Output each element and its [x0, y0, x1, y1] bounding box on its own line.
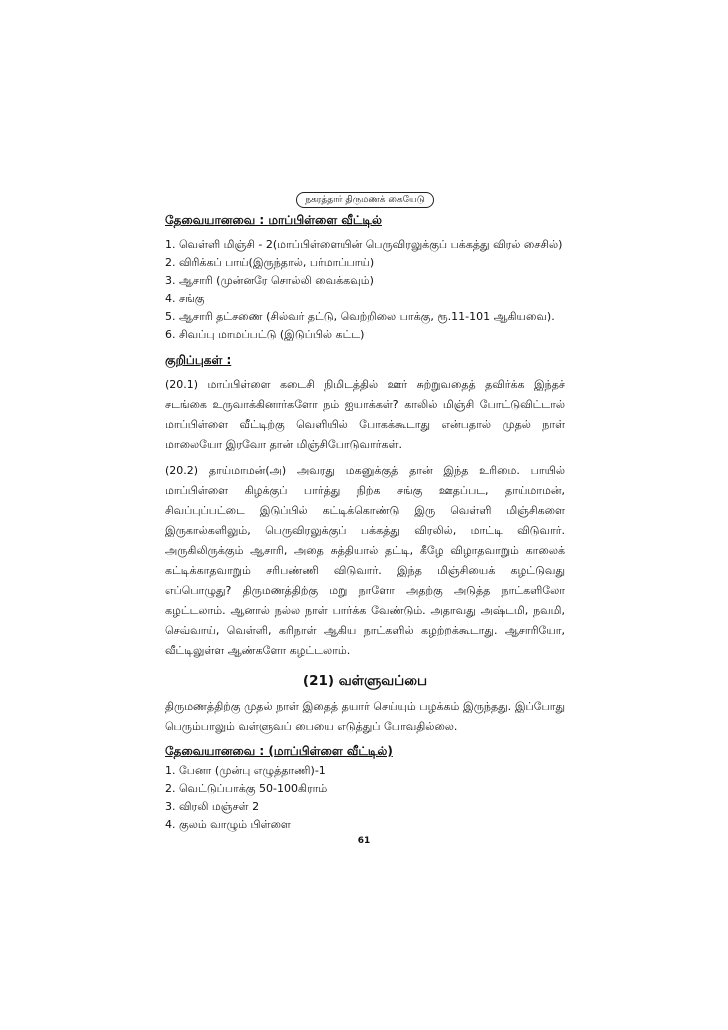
requirement-item: 3. விரலி மஞ்சள் 2 — [165, 800, 260, 813]
requirements-heading: தேவையானவை : மாப்பிள்ளை வீட்டில் — [165, 213, 382, 227]
section-paragraph: திருமணத்திற்கு முதல் நாள் இதைத் தயார் செய்யும் பழக்கம் இருந்தது. இப்போது பெரும்பாலும் வள்ளுவப் பையை எடுத்துப் போவதில்லை. — [165, 700, 565, 733]
book-title-badge: நகரத்தார் திருமணக் கையேடு — [296, 192, 434, 208]
requirement-item: 6. சிவப்பு மாமப்பட்டு (இடுப்பில் கட்ட) — [165, 328, 365, 341]
page-content — [165, 187, 565, 834]
requirement-item: 2. விரிக்கப் பாய்(இருந்தால், பர்மாப்பாய்) — [165, 256, 375, 269]
note-paragraph: (20.2) தாய்மாமன்(அ) அவரது மகனுக்குத் தான் இந்த உரிமை. பாயில் மாப்பிள்ளை கிழக்குப் பார்த்து நிற்க சங்கு ஊதப்பட, தாய்மாமன், சிவப்புப்பட்டை இடுப்பில் கட்டிக்கொண்டு இரு வெள்ளி மிஞ்சிகளை இருகால்களிலும், பெருவிரலுக்குப் பக்கத்து விரலில், மாட்டி விடுவார். அருகிலிருக்கும் ஆசாரி, அதை சுத்தியால் தட்டி, கீழே விழாதவாறும் காலைக் கட்டிக்காதவாறும் சரிபண்ணி விடுவார். இந்த மிஞ்சியைக் கழட்டுவது எப்பொழுது? திருமணத்திற்கு மறு நாளோ அதற்கு அடுத்த நாட்களிலோ கழட்டலாம். ஆனால் நல்ல நாள் பார்க்க வேண்டும். அதாவது அஷ்டமி, நவமி, செவ்வாய், வெள்ளி, கரிநாள் ஆகிய நாட்களில் கழற்றக்கூடாது. ஆசாரியோ, வீட்டிலுள்ள ஆண்களோ கழட்டலாம். — [165, 464, 565, 657]
running-header — [165, 187, 565, 208]
notes-heading: குறிப்புகள் : — [165, 353, 232, 367]
requirements-heading: தேவையானவை : (மாப்பிள்ளை வீட்டில்) — [165, 744, 393, 758]
note-paragraph: (20.1) மாப்பிள்ளை கடைசி நிமிடத்தில் ஊர் சுற்றுவதைத் தவிர்க்க இந்தச் சடங்கை உருவாக்கினார்களோ நம் ஐயாக்கள்? காலில் மிஞ்சி போட்டுவிட்டால் மாப்பிள்ளை வீட்டிற்கு வெளியில் போகக்கூடாது என்பதால் முதல் நாள் மாலையோ இரவோ தான் மிஞ்சிபோடுவார்கள். — [165, 378, 565, 451]
page-number: 61 — [357, 836, 371, 846]
requirement-item: 5. ஆசாரி தட்சணை (சில்வர் தட்டு, வெற்றிலை பாக்கு, ரூ.11-101 ஆகியவை). — [165, 310, 555, 323]
requirement-item: 4. சங்கு — [165, 292, 205, 305]
section-title: (21) வள்ளுவப்பை — [302, 673, 428, 689]
requirement-item: 1. பேனா (முன்பு எழுத்தாணி)-1 — [165, 764, 326, 777]
requirement-item: 3. ஆசாரி (முன்னரே சொல்லி வைக்கவும்) — [165, 274, 374, 287]
requirement-item: 4. குலம் வாழும் பிள்ளை — [165, 818, 291, 831]
requirement-item: 2. வெட்டுப்பாக்கு 50-100கிராம் — [165, 782, 328, 795]
requirement-item: 1. வெள்ளி மிஞ்சி - 2(மாப்பிள்ளையின் பெருவிரலுக்குப் பக்கத்து விரல் சைசில்) — [165, 238, 563, 251]
